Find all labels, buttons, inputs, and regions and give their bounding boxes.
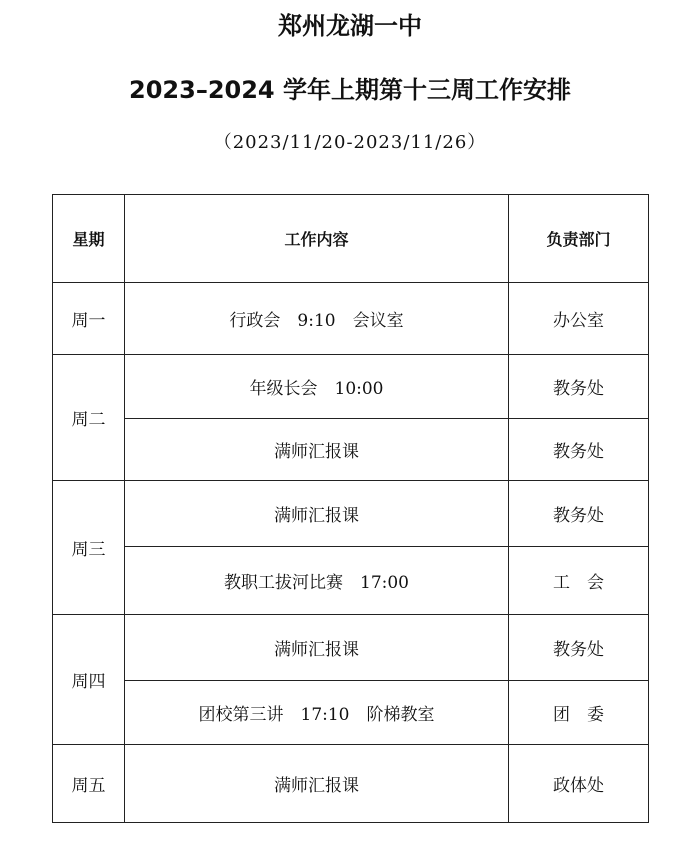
table-row [53, 681, 649, 745]
table-row [53, 745, 649, 823]
dept-cell: 教务处 [509, 419, 649, 481]
dept-cell: 团 委 [509, 681, 649, 745]
table-row [53, 283, 649, 355]
day-cell: 周一 [53, 283, 125, 355]
content-cell: 满师汇报课 [125, 745, 509, 823]
schedule-table [52, 194, 649, 823]
content-cell: 满师汇报课 [125, 481, 509, 547]
content-cell: 行政会 9:10 会议室 [125, 283, 509, 355]
header-dept: 负责部门 [509, 195, 649, 283]
table-row [53, 355, 649, 419]
dept-cell: 教务处 [509, 615, 649, 681]
day-cell: 周五 [53, 745, 125, 823]
date-range: （2023/11/20-2023/11/26） [213, 132, 487, 153]
table-row [53, 547, 649, 615]
content-cell: 满师汇报课 [125, 419, 509, 481]
table-header-row [53, 195, 649, 283]
header-day: 星期 [53, 195, 125, 283]
dept-cell: 工 会 [509, 547, 649, 615]
dept-cell: 教务处 [509, 355, 649, 419]
page-title: 2023–2024 学年上期第十三周工作安排 [129, 76, 571, 104]
content-cell: 满师汇报课 [125, 615, 509, 681]
dept-cell: 政体处 [509, 745, 649, 823]
header-content: 工作内容 [125, 195, 509, 283]
content-cell: 团校第三讲 17:10 阶梯教室 [125, 681, 509, 745]
day-cell: 周三 [53, 481, 125, 615]
day-cell: 周四 [53, 615, 125, 745]
content-cell: 教职工拔河比赛 17:00 [125, 547, 509, 615]
content-cell: 年级长会 10:00 [125, 355, 509, 419]
dept-cell: 办公室 [509, 283, 649, 355]
table-row [53, 481, 649, 547]
table-row [53, 615, 649, 681]
day-cell: 周二 [53, 355, 125, 481]
dept-cell: 教务处 [509, 481, 649, 547]
table-row [53, 419, 649, 481]
school-name: 郑州龙湖一中 [278, 12, 422, 40]
